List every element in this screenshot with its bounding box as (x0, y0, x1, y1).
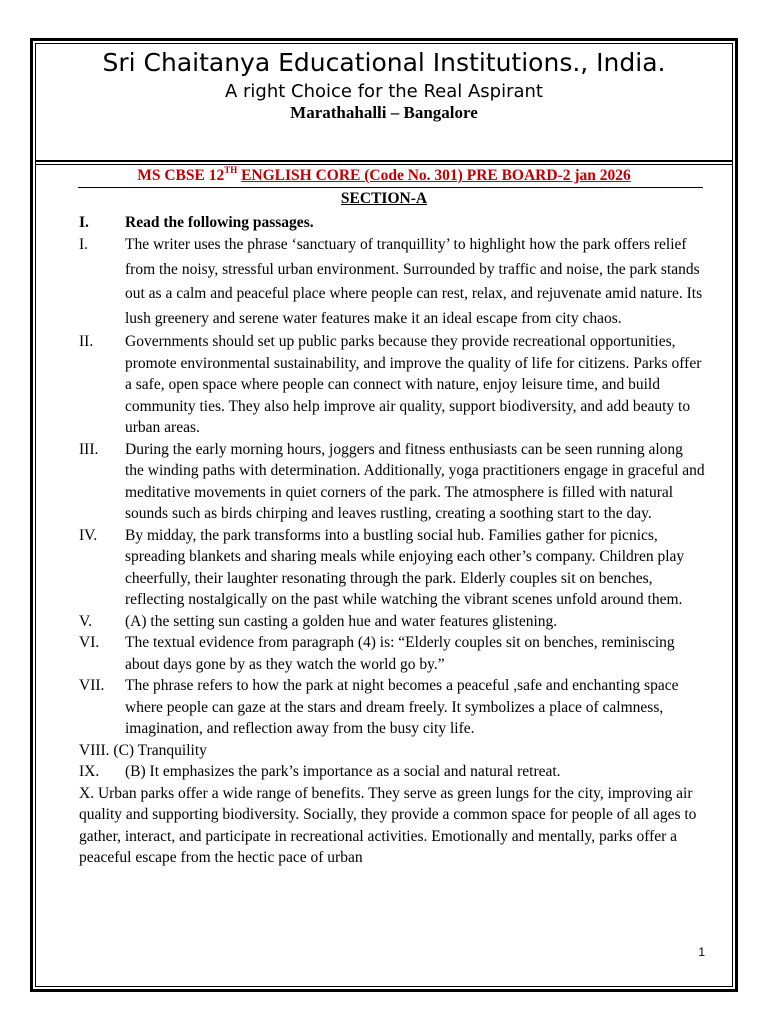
answer-item (79, 675, 705, 740)
item-number: V. (79, 612, 93, 630)
item-text: By midday, the park transforms into a bustling social hub. Families gather for picnics, spreading blankets and sharing meals while enjoying each other’s company. Children play cheerfully, their laughter resonating through the park. Elderly couples sit on benches, reflecting nostalgically on the past while watching the vibrant scenes unfold around them. (125, 526, 685, 608)
answer-paragraph: X. Urban parks offer a wide range of benefits. They serve as green lungs for the city, improving air quality and supporting biodiversity. Socially, they provide a common space for people of all ages to gather, interact, and participate in recreational activities. Emotionally and mentally, parks offer a peaceful escape from the hectic pace of urban (79, 784, 697, 866)
answer-item (79, 331, 705, 439)
item-number: IV. (79, 526, 98, 544)
answer-item (79, 525, 705, 611)
header-divider-thin (36, 164, 732, 165)
item-text: (B) It emphasizes the park’s importance as a social and natural retreat. (125, 763, 561, 780)
document-header (36, 44, 732, 123)
exam-prefix-sup: TH (224, 165, 238, 175)
answer-item (79, 439, 705, 525)
header-divider-thick (36, 160, 732, 162)
item-text: Read the following passages. (125, 214, 314, 231)
answer-item (79, 233, 705, 331)
exam-underline-rule (78, 187, 703, 188)
item-text: The phrase refers to how the park at night becomes a peaceful ,safe and enchanting space where people can gaze at the stars and dream freely. It symbolizes a place of calmness, imagination, and reflection away from the busy city life. (125, 677, 679, 737)
institution-tagline: A right Choice for the Real Aspirant (224, 81, 543, 102)
item-number: VI. (79, 634, 100, 651)
exam-prefix: MS CBSE 12 (137, 167, 225, 184)
answer-body (79, 211, 705, 869)
exam-title (36, 166, 732, 186)
section-heading: SECTION-A (340, 190, 428, 207)
item-number: I. (79, 236, 89, 253)
exam-name: ENGLISH CORE (Code No. 301) PRE BOARD-2 jan 2026 (241, 167, 631, 184)
item-text: The writer uses the phrase ‘sanctuary of tranquillity’ to highlight how the park offers relief from the noisy, stressful urban environment. Surrounded by traffic and noise, the park stands out as a calm and peaceful place where people can rest, relax, and rejuvenate amid nature. Its lush greenery and serene water features make it an ideal escape from city chaos. (125, 236, 703, 327)
item-text: The textual evidence from paragraph (4) is: “Elderly couples sit on benches, reminiscing about days gone by as they watch the world go by.” (125, 634, 675, 673)
item-number: I. (79, 214, 89, 231)
item-text: Governments should set up public parks because they provide recreational opportunities, promote environmental sustainability, and improve the quality of life for citizens. Parks offer a safe, open space where people can connect with nature, enjoy leisure time, and build community ties. They also help improve air quality, support biodiversity, and add beauty to urban areas. (125, 333, 702, 436)
answer-line: VIII. (C) Tranquility (79, 741, 207, 759)
answer-item (79, 632, 705, 675)
institution-location: Marathahalli – Bangalore (290, 103, 478, 122)
item-number: VII. (79, 677, 105, 694)
item-text: (A) the setting sun casting a golden hue and water features glistening. (125, 612, 558, 630)
page-number: 1 (698, 945, 705, 959)
answer-item (79, 211, 705, 234)
answer-item (79, 761, 705, 783)
item-number: IX. (79, 763, 100, 780)
item-number: III. (79, 440, 99, 458)
item-text: During the early morning hours, joggers and fitness enthusiasts can be seen running along the winding paths with determination. Additionally, yoga practitioners engage in graceful and meditative movements in quiet corners of the park. The atmosphere is filled with natural sounds such as birds chirping and leaves rustling, creating a soothing start to the day. (125, 440, 705, 522)
item-number: II. (79, 333, 94, 350)
institution-title: Sri Chaitanya Educational Institutions., India. (102, 48, 666, 77)
answer-item (79, 611, 705, 633)
